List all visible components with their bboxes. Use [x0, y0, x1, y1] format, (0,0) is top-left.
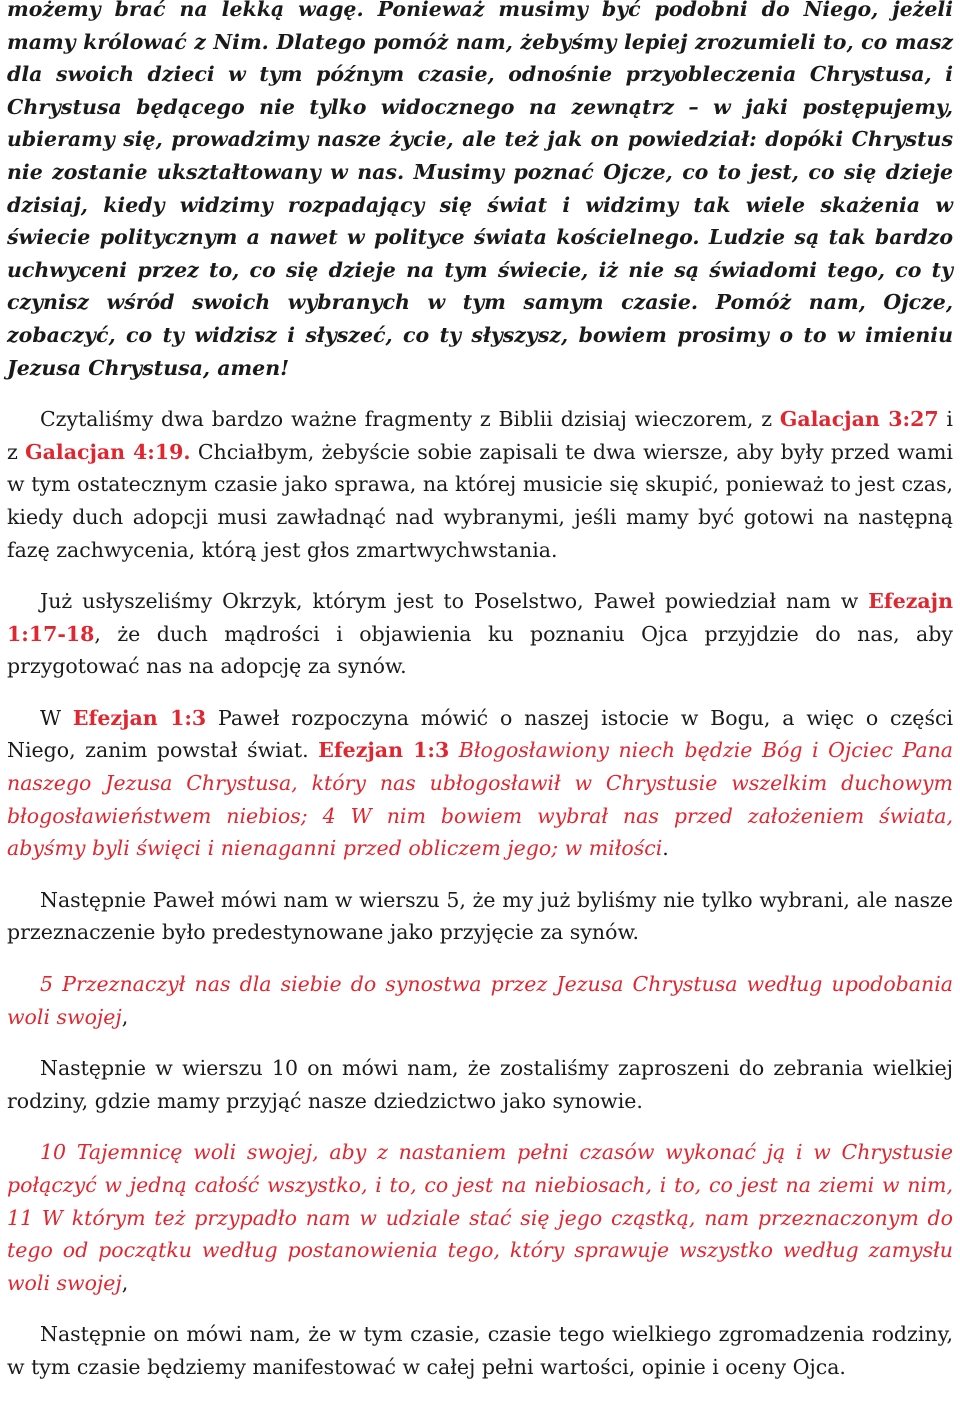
- text-run: ,: [121, 1270, 129, 1295]
- text-run: Paweł rozpoczyna mówić o naszej istocie w Bogu, a więc o części Niego, zanim powstał świat.: [7, 705, 953, 763]
- text-run: Następnie w wierszu 10 on mówi nam, że zostaliśmy zaproszeni do zebrania wielkiej rodziny, gdzie mamy przyjąć nasze dziedzictwo jako synowie.: [7, 1056, 953, 1113]
- text-run: Czytaliśmy dwa bardzo ważne fragmenty z Biblii dzisiaj wieczorem, z: [40, 407, 780, 432]
- paragraph-verse-5: [7, 968, 953, 1033]
- scripture-reference: Efezajn 1:17-18: [7, 589, 953, 646]
- paragraph-galatians: [7, 403, 953, 566]
- scripture-quote: 10 Tajemnicę woli swojej, aby z nastaniem pełni czasów wykonać ją i w Chrystusie połączyć w jedną całość wszystko, i to, co jest na niebiosach, i to, co jest na ziemi w nim, 11 W którym też przypadło nam w udziale stać się jego cząstką, nam przeznaczonym do tego od początku według postanowienia tego, który sprawuje wszystko według zamysłu woli swojej: [7, 1140, 953, 1295]
- text-run: ,: [121, 1004, 129, 1029]
- text-run: Już usłyszeliśmy Okrzyk, którym jest to Poselstwo, Paweł powiedział nam w: [40, 589, 869, 614]
- paragraph-verse-5-intro: [7, 884, 953, 949]
- text-run: , że duch mądrości i objawienia ku poznaniu Ojca przyjdzie do nas, aby przygotować nas na adopcję za synów.: [7, 621, 953, 679]
- text-run: i z: [7, 407, 953, 464]
- paragraph-verse-10-11: [7, 1136, 953, 1299]
- scripture-reference: Efezjan 1:3: [318, 738, 450, 763]
- scripture-quote: Błogosławiony niech będzie Bóg i Ojciec Pana naszego Jezusa Chrystusa, który nas ubłogosławił w Chrystusie wszelkim duchowym błogosławieństwem niebios; 4 W nim bowiem wybrał nas przed założeniem świata, abyśmy byli święci i nienaganni przed obliczem jego; w miłości: [7, 738, 954, 861]
- text-run: .: [662, 836, 669, 861]
- scripture-reference: Efezjan 1:3: [72, 705, 207, 730]
- paragraph-gathering: [7, 1318, 953, 1383]
- text-run: W: [40, 705, 73, 730]
- prayer-text: możemy brać na lekką wagę. Ponieważ musimy być podobni do Niego, jeżeli mamy królować z Nim. Dlatego pomóż nam, żebyśmy lepiej zrozumieli to, co masz dla swoich dzieci w tym późnym czasie, odnośnie przyobleczenia Chrystusa, i Chrystusa będącego nie tylko widocznego na zewnątrz – w jaki postępujemy, ubieramy się, prowadzimy nasze życie, ale też jak on powiedział: dopóki Chrystus nie zostanie ukształtowany w nas. Musimy poznać Ojcze, co to jest, co się dzieje dzisiaj, kiedy widzimy rozpadający się świat i widzimy tak wiele skażenia w świecie politycznym a nawet w polityce świata kościelnego. Ludzie są tak bardzo uchwyceni przez to, co się dzieje na tym świecie, iż nie są świadomi tego, co ty czynisz wśród swoich wybranych w tym samym czasie. Pomóż nam, Ojcze, zobaczyć, co ty widzisz i słyszeć, co ty słyszysz, bowiem prosimy o to w imieniu Jezusa Chrystusa, amen!: [7, 0, 953, 380]
- text-run: Chciałbym, żebyście sobie zapisali te dwa wiersze, aby były przed wami w tym ostatecznym czasie jako sprawa, na której musicie się skupić, ponieważ to jest czas, kiedy duch adopcji musi zawładnąć nad wybranymi, jeśli mamy być gotowi na następną fazę zachwycenia, którą jest głos zmartwychwstania.: [7, 439, 953, 562]
- text-run: Następnie on mówi nam, że w tym czasie, czasie tego wielkiego zgromadzenia rodziny, w tym czasie będziemy manifestować w całej pełni wartości, opinie i oceny Ojca.: [7, 1322, 953, 1379]
- document-page: [7, 0, 953, 1384]
- paragraph-verse-10-intro: [7, 1052, 953, 1117]
- paragraph-ephesians-3: [7, 702, 953, 865]
- paragraph-ephesians-17: [7, 585, 953, 683]
- prayer-paragraph: [7, 0, 953, 384]
- scripture-quote: 5 Przeznaczył nas dla siebie do synostwa przez Jezusa Chrystusa według upodobania woli swojej: [7, 972, 953, 1029]
- scripture-reference: Galacjan 4:19.: [25, 439, 191, 464]
- scripture-reference: Galacjan 3:27: [779, 407, 939, 432]
- text-run: Następnie Paweł mówi nam w wierszu 5, że my już byliśmy nie tylko wybrani, ale nasze przeznaczenie było predestynowane jako przyjęcie za synów.: [7, 887, 953, 945]
